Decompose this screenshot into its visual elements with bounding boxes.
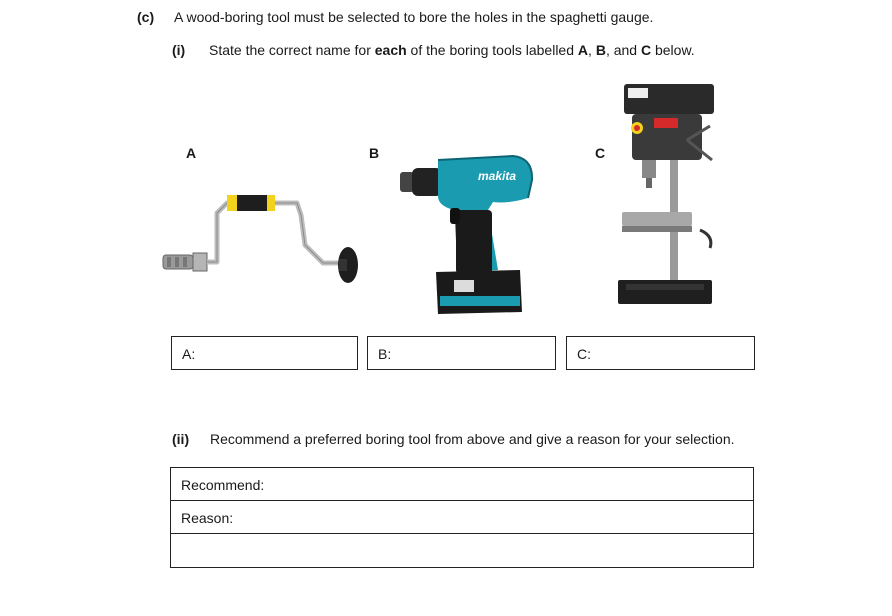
answer-label-b: B: — [378, 346, 392, 362]
question-number-i: (i) — [172, 42, 186, 58]
answer-box-c[interactable] — [566, 336, 755, 370]
tool-label-a: A — [186, 145, 197, 161]
recommend-row[interactable] — [171, 468, 753, 501]
answer-label-a: A: — [182, 346, 196, 362]
answer-table — [170, 467, 754, 568]
reason-continuation-row[interactable] — [171, 534, 753, 567]
question-text-ii: Recommend a preferred boring tool from above and give a reason for your selection. — [210, 431, 735, 447]
answer-box-a[interactable] — [171, 336, 358, 370]
brace-and-bit-icon — [155, 185, 370, 295]
question-text-i: State the correct name for each of the boring tools labelled A, B, and C below. — [209, 42, 695, 58]
reason-row[interactable] — [171, 501, 753, 534]
cordless-drill-icon — [398, 150, 538, 320]
question-text-c: A wood-boring tool must be selected to bore the holes in the spaghetti gauge. — [174, 9, 654, 25]
recommend-label: Recommend: — [181, 477, 265, 493]
drill-brand-text: makita — [478, 169, 517, 183]
reason-label: Reason: — [181, 510, 234, 526]
tool-label-b: B — [369, 145, 380, 161]
question-number-ii: (ii) — [172, 431, 190, 447]
pillar-drill-icon — [612, 80, 722, 315]
question-number-c: (c) — [137, 9, 155, 25]
answer-label-c: C: — [577, 346, 591, 362]
answer-box-b[interactable] — [367, 336, 556, 370]
tool-label-c: C — [595, 145, 606, 161]
